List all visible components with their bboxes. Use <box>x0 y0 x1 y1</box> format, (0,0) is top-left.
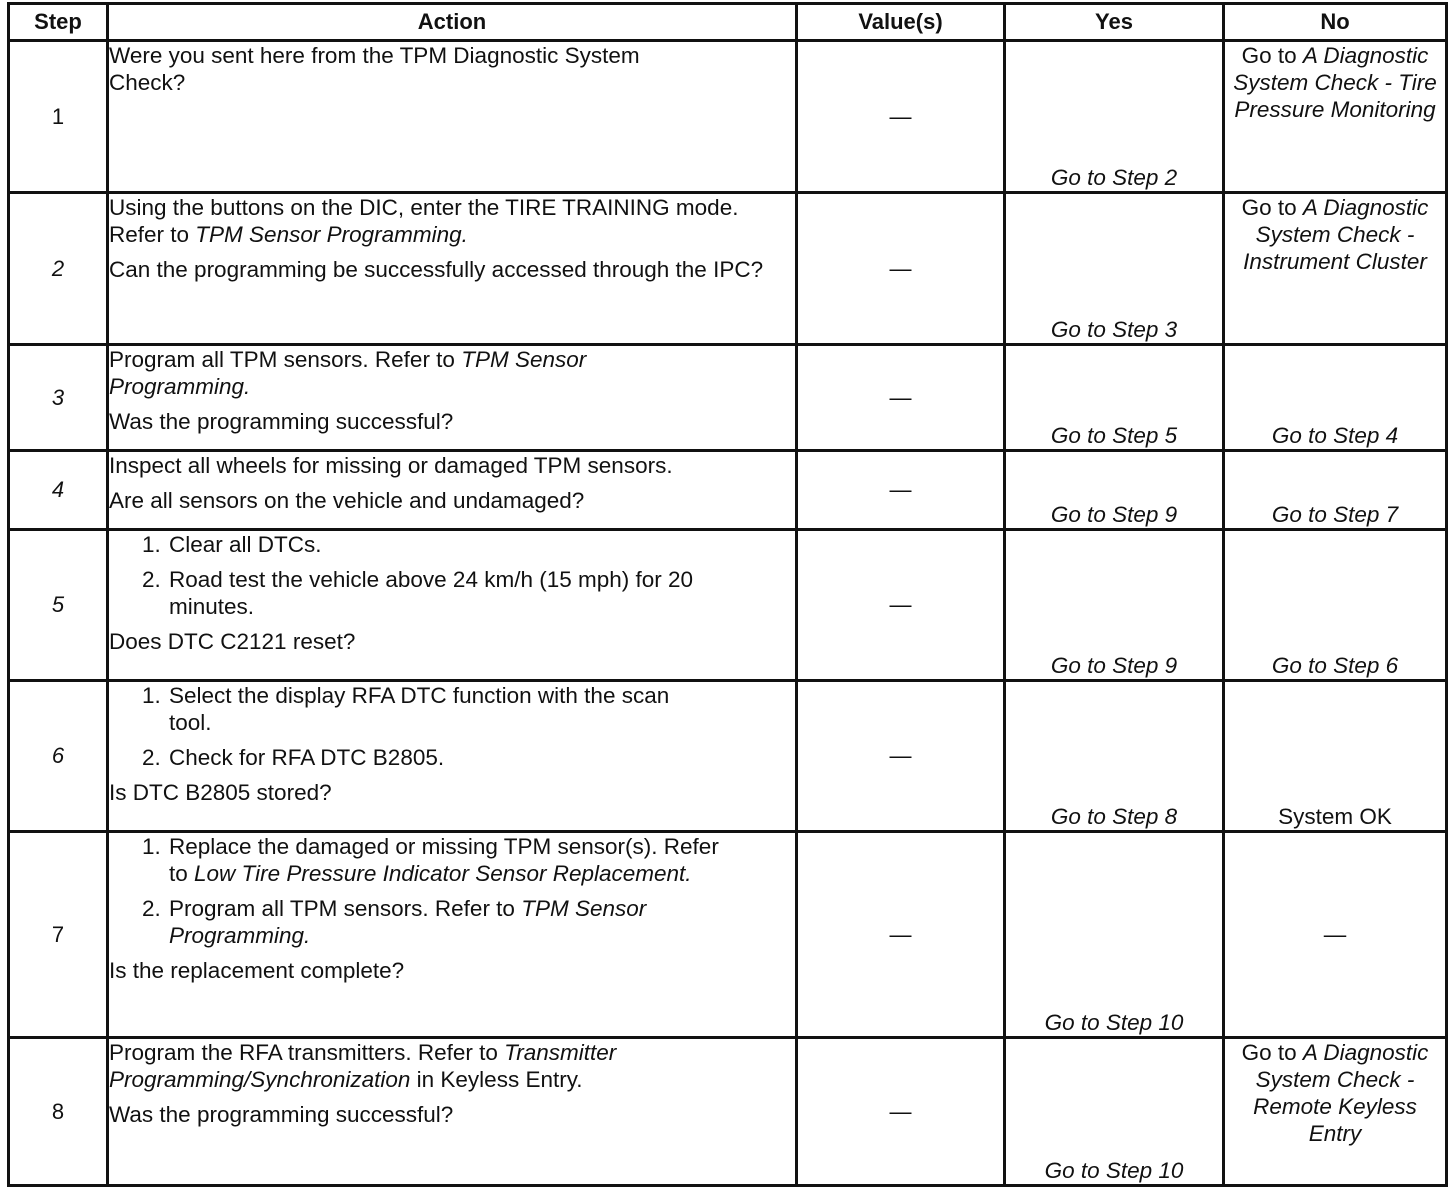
table-row <box>9 832 1447 1038</box>
yes-link[interactable]: Go to Step 9 <box>1005 530 1224 681</box>
action-question: Was the programming successful? <box>109 1102 454 1127</box>
yes-link[interactable]: Go to Step 5 <box>1005 345 1224 451</box>
no-link[interactable] <box>1224 41 1447 193</box>
action-reference[interactable]: TPM Sensor Programming. <box>109 347 587 399</box>
table-row <box>9 345 1447 451</box>
action-steps <box>109 682 795 771</box>
yes-link[interactable]: Go to Step 3 <box>1005 193 1224 345</box>
action-cell <box>108 451 797 530</box>
table-row <box>9 451 1447 530</box>
action-step: 1. Select the display RFA DTC function with the scan tool. <box>167 682 685 736</box>
yes-link[interactable]: Go to Step 9 <box>1005 451 1224 530</box>
action-step: 2. Program all TPM sensors. Refer to TPM Sensor Programming. <box>167 895 735 949</box>
step-number: 4 <box>9 451 108 530</box>
no-link[interactable]: Go to Step 7 <box>1224 451 1447 530</box>
action-cell <box>108 41 797 193</box>
action-cell <box>108 345 797 451</box>
value-cell: — <box>797 1038 1005 1186</box>
action-question: Can the programming be successfully accessed through the IPC? <box>109 257 764 282</box>
header-no: No <box>1224 4 1447 41</box>
action-step: 1. Clear all DTCs. <box>167 531 755 558</box>
header-step: Step <box>9 4 108 41</box>
value-cell: — <box>797 451 1005 530</box>
no-result: — <box>1224 832 1447 1038</box>
step-number: 3 <box>9 345 108 451</box>
yes-link[interactable]: Go to Step 2 <box>1005 41 1224 193</box>
action-steps <box>109 833 795 949</box>
value-cell: — <box>797 345 1005 451</box>
action-cell <box>108 530 797 681</box>
table-row <box>9 41 1447 193</box>
action-text: Program the RFA transmitters. Refer to Transmitter Programming/Synchronization in Keyless Entry. <box>109 1040 617 1092</box>
value-cell: — <box>797 41 1005 193</box>
value-cell: — <box>797 832 1005 1038</box>
yes-link[interactable]: Go to Step 10 <box>1005 1038 1224 1186</box>
action-cell <box>108 193 797 345</box>
action-cell <box>108 681 797 832</box>
header-values: Value(s) <box>797 4 1005 41</box>
action-text: Program all TPM sensors. Refer to TPM Sensor Programming. <box>109 347 587 399</box>
action-reference[interactable]: TPM Sensor Programming. <box>169 896 647 948</box>
value-cell: — <box>797 681 1005 832</box>
table-row <box>9 681 1447 832</box>
no-reference: A Diagnostic System Check - Remote Keyless Entry <box>1253 1040 1429 1146</box>
step-number: 1 <box>9 41 108 193</box>
step-number: 5 <box>9 530 108 681</box>
header-row <box>9 4 1447 41</box>
action-question: Does DTC C2121 reset? <box>109 629 356 654</box>
yes-link[interactable]: Go to Step 8 <box>1005 681 1224 832</box>
action-question: Is the replacement complete? <box>109 958 405 983</box>
no-result: System OK <box>1224 681 1447 832</box>
action-cell <box>108 832 797 1038</box>
action-steps <box>109 531 795 620</box>
no-prefix: Go to <box>1241 43 1303 68</box>
header-action: Action <box>108 4 797 41</box>
step-number: 6 <box>9 681 108 832</box>
action-text: Were you sent here from the TPM Diagnostic System Check? <box>109 43 640 95</box>
action-text: Inspect all wheels for missing or damaged TPM sensors. <box>109 453 673 478</box>
no-link[interactable]: Go to Step 4 <box>1224 345 1447 451</box>
no-link[interactable] <box>1224 193 1447 345</box>
action-question: Is DTC B2805 stored? <box>109 780 332 805</box>
action-reference[interactable]: Low Tire Pressure Indicator Sensor Replacement. <box>194 861 692 886</box>
table-row <box>9 1038 1447 1186</box>
no-link[interactable]: Go to Step 6 <box>1224 530 1447 681</box>
step-number: 2 <box>9 193 108 345</box>
no-reference: A Diagnostic System Check - Instrument Cluster <box>1243 195 1429 274</box>
action-reference[interactable]: TPM Sensor Programming. <box>195 222 468 247</box>
action-step: 1. Replace the damaged or missing TPM sensor(s). Refer to Low Tire Pressure Indicator Sensor Replacement. <box>167 833 735 887</box>
value-cell: — <box>797 193 1005 345</box>
action-reference[interactable]: Transmitter Programming/Synchronization <box>109 1040 617 1092</box>
no-link[interactable] <box>1224 1038 1447 1186</box>
action-step: 2. Road test the vehicle above 24 km/h (15 mph) for 20 minutes. <box>167 566 755 620</box>
yes-link[interactable]: Go to Step 10 <box>1005 832 1224 1038</box>
no-prefix: Go to <box>1241 1040 1303 1065</box>
action-question: Are all sensors on the vehicle and undamaged? <box>109 488 585 513</box>
action-step: 2. Check for RFA DTC B2805. <box>167 744 685 771</box>
diagnostic-table <box>7 2 1448 1187</box>
table-row <box>9 193 1447 345</box>
value-cell: — <box>797 530 1005 681</box>
header-yes: Yes <box>1005 4 1224 41</box>
no-prefix: Go to <box>1241 195 1303 220</box>
no-reference: A Diagnostic System Check - Tire Pressure Monitoring <box>1233 43 1437 122</box>
step-number: 7 <box>9 832 108 1038</box>
action-cell <box>108 1038 797 1186</box>
action-question: Was the programming successful? <box>109 409 454 434</box>
table-row <box>9 530 1447 681</box>
action-text: Using the buttons on the DIC, enter the TIRE TRAINING mode. Refer to TPM Sensor Programming. <box>109 195 739 247</box>
step-number: 8 <box>9 1038 108 1186</box>
